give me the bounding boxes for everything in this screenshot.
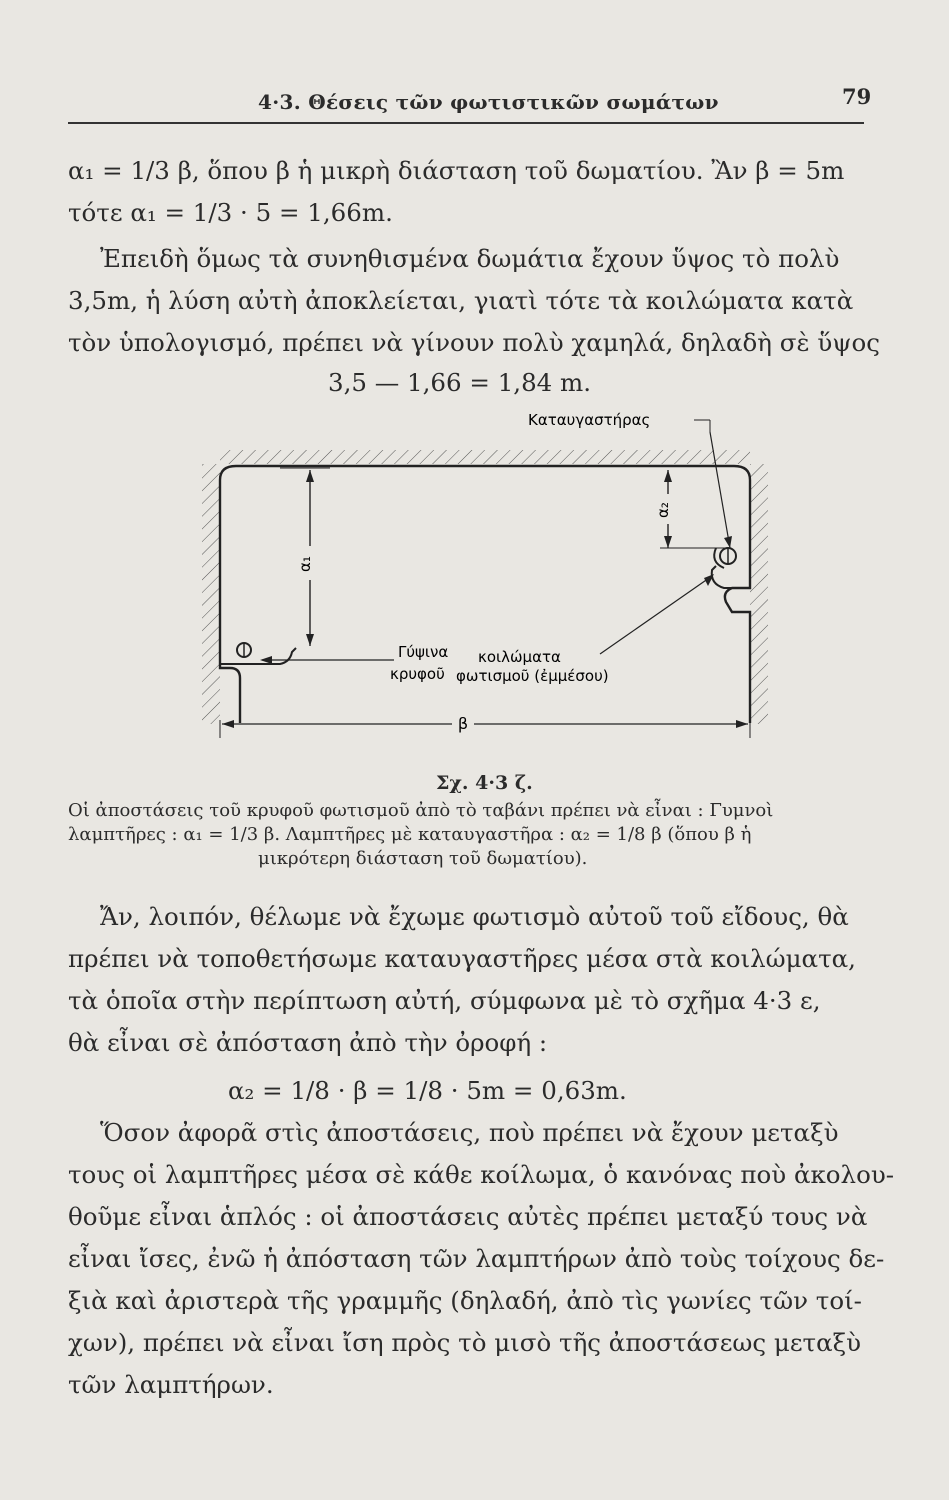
paragraph-line: 3,5m, ἡ λύση αὐτὴ ἀποκλείεται, γιατὶ τότε τὰ κοιλώματα κατὰ <box>68 286 854 315</box>
dimension-a2 <box>654 470 728 548</box>
dim-b-label: β <box>457 714 469 733</box>
right-cove-reflector <box>712 548 750 588</box>
label-bare-2: κρυφοῦ <box>390 665 445 683</box>
left-cove <box>220 643 296 664</box>
paragraph-line: ξιὰ καὶ ἀριστερὰ τῆς γραμμῆς (δηλαδή, ἀπὸ τὶς γωνίες τῶν τοί- <box>68 1286 862 1315</box>
paragraph-line: τῶν λαμπτήρων. <box>68 1370 274 1399</box>
label-cavities-1: κοιλώματα <box>478 648 561 666</box>
formula-line: α₂ = 1/8 · β = 1/8 · 5m = 0,63m. <box>228 1076 627 1105</box>
paragraph-line: τὰ ὁποῖα στὴν περίπτωση αὐτή, σύμφωνα μὲ τὸ σχῆμα 4·3 ε, <box>68 986 821 1015</box>
left-wall-hatch <box>202 464 220 724</box>
dim-a1-label: α₁ <box>296 556 314 572</box>
paragraph-line: 3,5 — 1,66 = 1,84 m. <box>328 368 592 397</box>
paragraph-line: εἶναι ἴσες, ἐνῶ ἡ ἀπόσταση τῶν λαμπτήρων ἀπὸ τοὺς τοίχους δε- <box>68 1244 885 1273</box>
page-number: 79 <box>842 84 872 109</box>
label-reflector: Καταυγαστήρας <box>528 411 651 429</box>
paragraph-line: τους οἱ λαμπτῆρες μέσα σὲ κάθε κοίλωμα, ὁ κανόνας ποὺ ἀκολου- <box>68 1160 895 1189</box>
paragraph-line: Ἐπειδὴ ὅμως τὰ συνηθισμένα δωμάτια ἔχουν ὕψος τὸ πολὺ <box>100 244 840 273</box>
paragraph-line: θὰ εἶναι σὲ ἀπόσταση ἀπὸ τὴν ὀροφή : <box>68 1028 548 1057</box>
paragraph-line: τότε α₁ = 1/3 · 5 = 1,66m. <box>68 198 393 227</box>
dim-a2-label: α₂ <box>654 502 672 518</box>
figure-caption-title: Σχ. 4·3 ζ. <box>436 772 533 794</box>
running-header: 4·3. Θέσεις τῶν φωτιστικῶν σωμάτων <box>258 90 719 114</box>
dimension-b <box>220 712 750 738</box>
figure-caption-line: μικρότερη διάσταση τοῦ δωματίου). <box>258 848 588 869</box>
paragraph-line: α₁ = 1/3 β, ὅπου β ἡ μικρὴ διάσταση τοῦ δωματίου. Ἂν β = 5m <box>68 156 845 185</box>
header-rule <box>68 122 864 124</box>
paragraph-line: θοῦμε εἶναι ἁπλός : οἱ ἀποστάσεις αὐτὲς πρέπει μεταξύ τους νὰ <box>68 1202 868 1231</box>
right-wall-hatch <box>750 464 768 724</box>
figure-4-3z <box>180 398 780 758</box>
leader-bare-lamp <box>260 656 394 664</box>
dimension-a1 <box>280 468 330 646</box>
paragraph-line: Ἄν, λοιπόν, θέλωμε νὰ ἔχωμε φωτισμὸ αὐτοῦ τοῦ εἴδους, θὰ <box>100 902 849 931</box>
figure-caption-line: Οἱ ἀποστάσεις τοῦ κρυφοῦ φωτισμοῦ ἀπὸ τὸ ταβάνι πρέπει νὰ εἶναι : Γυμνοὶ <box>68 800 774 821</box>
paragraph-line: πρέπει νὰ τοποθετήσωμε καταυγαστῆρες μέσα στὰ κοιλώματα, <box>68 944 856 973</box>
ceiling-hatch <box>220 450 750 464</box>
label-cavities-2: φωτισμοῦ (ἐμμέσου) <box>456 667 609 685</box>
label-bare-1: Γύψινα <box>398 643 449 661</box>
leader-cavity <box>600 574 714 654</box>
paragraph-line: τὸν ὑπολογισμό, πρέπει νὰ γίνουν πολὺ χαμηλά, δηλαδὴ σὲ ὕψος <box>68 328 880 357</box>
leader-reflector <box>694 420 732 548</box>
paragraph-line: Ὅσον ἀφορᾶ στὶς ἀποστάσεις, ποὺ πρέπει νὰ ἔχουν μεταξὺ <box>100 1118 839 1147</box>
figure-caption-line: λαμπτῆρες : α₁ = 1/3 β. Λαμπτῆρες μὲ καταυγαστῆρα : α₂ = 1/8 β (ὅπου β ἡ <box>68 824 752 845</box>
paragraph-line: χων), πρέπει νὰ εἶναι ἴση πρὸς τὸ μισὸ τῆς ἀποστάσεως μεταξὺ <box>68 1328 862 1357</box>
